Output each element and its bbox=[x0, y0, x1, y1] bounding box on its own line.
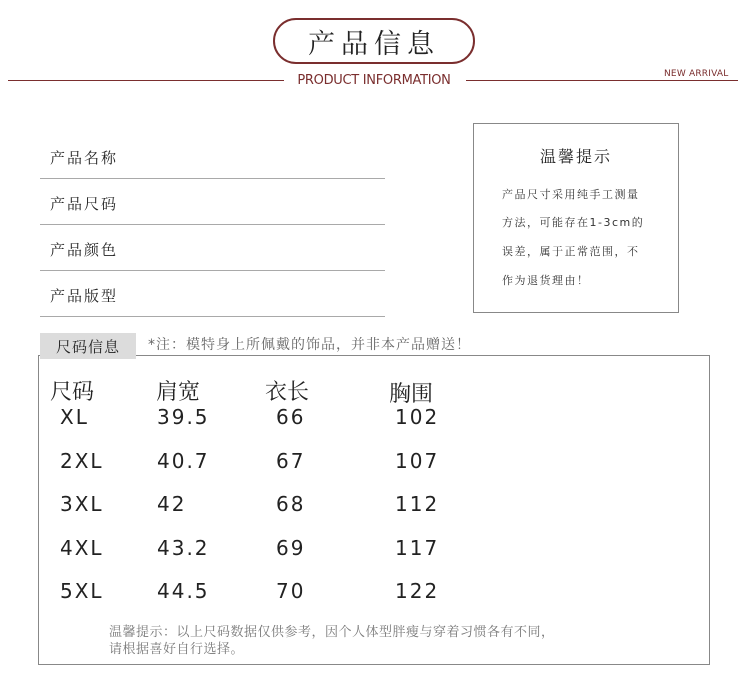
cell-shoulder: 40.7 bbox=[157, 449, 210, 473]
size-tab: 尺码信息 bbox=[40, 333, 136, 359]
tip-line: 作为退货理由！ bbox=[502, 274, 590, 287]
tip-line: 误差，属于正常范围，不 bbox=[502, 245, 640, 258]
column-header-chest: 胸围 bbox=[389, 382, 434, 407]
new-arrival-tag: NEW ARRIVAL bbox=[664, 69, 729, 79]
page-subtitle: PRODUCT INFORMATION bbox=[284, 73, 464, 88]
cell-shoulder: 44.5 bbox=[157, 579, 210, 603]
tip-box bbox=[473, 123, 679, 313]
cell-shoulder: 39.5 bbox=[157, 405, 210, 429]
info-row-color bbox=[40, 224, 385, 271]
size-table bbox=[38, 355, 710, 665]
tip-title: 温馨提示 bbox=[539, 147, 612, 166]
cell-chest: 117 bbox=[395, 536, 440, 560]
cell-size: 5XL bbox=[60, 579, 104, 603]
column-header-shoulder: 肩宽 bbox=[156, 380, 201, 405]
header-rule-left bbox=[8, 80, 284, 81]
info-label: 产品尺码 bbox=[50, 195, 119, 213]
cell-chest: 112 bbox=[395, 492, 440, 516]
cell-size: 2XL bbox=[60, 449, 104, 473]
info-row-name bbox=[40, 132, 385, 179]
info-label: 产品名称 bbox=[50, 149, 119, 167]
cell-length: 68 bbox=[276, 492, 306, 516]
tip-line: 方法，可能存在1-3cm的 bbox=[502, 216, 645, 229]
cell-size: 4XL bbox=[60, 536, 104, 560]
page-title: 产品信息 bbox=[273, 18, 475, 64]
cell-chest: 122 bbox=[395, 579, 440, 603]
tip-line: 产品尺寸采用纯手工测量 bbox=[502, 188, 640, 201]
header-rule-right bbox=[466, 80, 738, 81]
cell-size: XL bbox=[60, 405, 89, 429]
size-footer-line: 请根据喜好自行选择。 bbox=[109, 642, 245, 657]
size-footer-line: 温馨提示：以上尺码数据仅供参考，因个人体型胖瘦与穿着习惯各有不同， bbox=[109, 625, 555, 640]
cell-length: 69 bbox=[276, 536, 306, 560]
cell-chest: 107 bbox=[395, 449, 440, 473]
cell-size: 3XL bbox=[60, 492, 104, 516]
column-header-size: 尺码 bbox=[50, 380, 95, 405]
cell-chest: 102 bbox=[395, 405, 440, 429]
info-label: 产品颜色 bbox=[50, 241, 119, 259]
cell-length: 70 bbox=[276, 579, 306, 603]
info-row-fit bbox=[40, 270, 385, 317]
cell-shoulder: 42 bbox=[157, 492, 187, 516]
cell-length: 66 bbox=[276, 405, 306, 429]
size-note: *注：模特身上所佩戴的饰品，并非本产品赠送！ bbox=[148, 337, 471, 353]
column-header-length: 衣长 bbox=[265, 380, 310, 405]
info-label: 产品版型 bbox=[50, 287, 119, 305]
cell-length: 67 bbox=[276, 449, 306, 473]
cell-shoulder: 43.2 bbox=[157, 536, 210, 560]
info-row-size bbox=[40, 178, 385, 225]
